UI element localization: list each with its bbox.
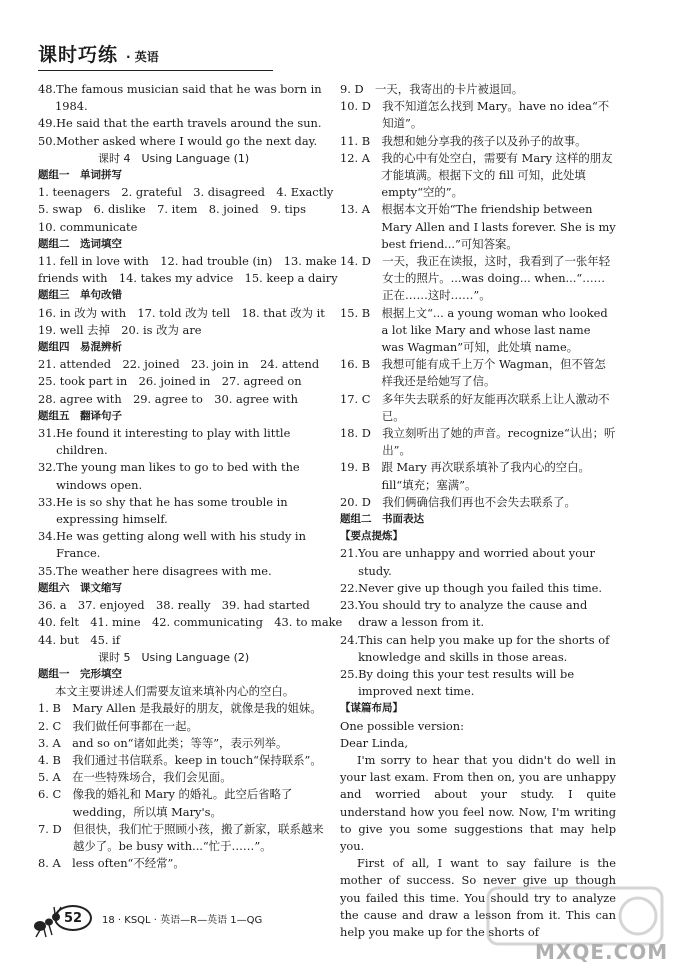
answer-item [38,700,324,717]
item-number: 12. A [340,150,382,165]
text-line: Dear Linda, [340,735,408,750]
lesson-title: 课时 5 Using Language (2) [98,650,250,664]
item-text: 根据本文开始“The friendship between Mary Allen and I lasts forever. She is my best friend...”可知答案。 [381,202,616,251]
answer-item [38,81,324,98]
item-text: 多年失去联系的好友能再次联系上让人激动不已。 [381,391,610,423]
section-tag: 【要点提炼】 [340,530,403,543]
item-text: He said that the earth travels around the sun. [56,116,322,131]
text-line: 40. felt 41. mine 42. communicating 43. to make [38,615,343,630]
page-number: 52 [54,905,92,931]
item-number: 34. [38,529,57,544]
answer-item [38,459,324,493]
item-text: 在一些特殊场合，我们会见面。 [72,770,232,785]
item-text: 我的心中有处空白，需要有 Mary 这样的朋友才能填满。根据下文的 fill 可知，此处填 empty“空的”。 [381,150,613,200]
item-text: You are unhappy and worried about your study. [358,546,595,578]
item-number: 4. B [38,752,73,767]
item-number: 23. [340,598,359,613]
item-number: 2. C [38,718,73,733]
item-text: The weather here disagrees with me. [56,563,272,578]
item-text: 我想和她分享我的孩子以及孙子的故事。 [381,133,587,148]
item-text: less often“不经常”。 [72,856,185,871]
item-text: 我想可能有成千上万个 Wagman，但不管怎样我还是给她写了信。 [381,357,606,389]
watermark-domain: MXQE.COM [535,940,669,964]
item-text: 像我的婚礼和 Mary 的婚礼。此空后省略了 wedding，所以填 Mary's。 [72,787,293,819]
text-line: One possible version: [340,718,464,733]
item-number: 15. B [340,305,382,320]
answer-item [340,545,616,579]
text-line: 21. attended 22. joined 23. join in 24. attend [38,357,320,372]
item-number: 22. [340,580,359,595]
item-number: 10. D [340,99,383,114]
right-column [340,81,616,941]
item-number: 3. A [38,735,73,750]
item-number: 20. D [340,494,383,509]
item-text: 一天，我正在读报，这时，我看到了一张年轻女士的照片。...was doing... when...“……正在……这时……”。 [382,254,611,303]
item-number: 17. C [340,391,382,406]
answer-item [38,821,324,855]
item-text: 但很快，我们忙于照顾小孩，搬了新家，联系越来越少了。be busy with...“忙于……”。 [73,821,324,853]
answer-item [340,133,616,150]
answer-item [340,98,616,132]
item-number: 11. B [340,133,382,148]
text-line: 10. communicate [38,219,138,234]
answer-item [340,494,616,511]
answer-item [38,752,324,769]
answer-item [340,356,616,390]
ant-mascot-icon [30,904,64,938]
item-number: 13. A [340,202,382,217]
section-heading: 题组三 单句改错 [38,289,122,302]
answer-item [38,718,324,735]
item-text: 一天，我寄出的卡片被退回。 [375,82,524,96]
section-heading: 题组二 书面表达 [340,513,424,526]
brand-title: 课时巧练 [38,44,119,66]
answer-item [340,391,616,425]
page-header [38,40,273,71]
text-line: 1. teenagers 2. grateful 3. disagreed 4. Exactly [38,185,334,200]
section-heading: 题组二 选词填空 [38,237,122,250]
item-number: 6. C [38,787,73,802]
item-number: 25. [340,666,359,681]
paragraph: I'm sorry to hear that you didn't do well in your last exam. From then on, you are unhappy and worried about your study. I quite understand how you feel now. Now, I'm writing to give you some suggestions that may help you. [340,752,616,853]
item-text: 我们通过书信联系。keep in touch“保持联系”。 [72,752,322,767]
item-text: This can help you make up for the shorts of knowledge and skills in those areas. [358,632,610,664]
item-text: 我们俩确信我们再也不会失去联系了。 [382,494,576,509]
text-line: 25. took part in 26. joined in 27. agreed on [38,374,302,389]
answer-item [38,133,324,150]
item-number: 16. B [340,357,382,372]
item-text: Mother asked where I would go the next day. [56,133,318,148]
item-text: 跟 Mary 再次联系填补了我内心的空白。fill“填充；塞满”。 [381,460,590,492]
answer-item [38,855,324,872]
item-text: The famous musician said that he was born in [56,82,322,96]
answer-item [340,150,616,202]
item-number: 1. B [38,701,73,716]
answer-item [38,563,324,580]
text-line: 16. in 改为 with 17. told 改为 tell 18. that 改为 it [38,305,325,320]
section-heading: 题组六 课文缩写 [38,581,122,594]
left-column [38,81,343,872]
answer-item [38,786,324,820]
item-number: 8. A [38,856,73,871]
answer-item [340,201,616,253]
paragraph: First of all, I want to say failure is the mother of success. So never give up though you failed this time. You should try to analyze the cause and draw a lesson from it. This can help you make up for the shorts of [340,856,616,939]
text-line: 36. a 37. enjoyed 38. really 39. had started [38,598,310,613]
item-number: 19. B [340,460,382,475]
answer-item [38,494,324,528]
item-number: 35. [38,563,57,578]
section-heading: 题组五 翻译句子 [38,409,122,422]
text-line: 19. well 去掉 20. is 改为 are [38,322,202,337]
page-footer [30,898,330,938]
answer-item [340,305,616,357]
answer-item [38,115,324,132]
item-number: 32. [38,460,57,475]
item-text: You should try to analyze the cause and draw a lesson from it. [358,598,588,630]
lesson-title: 课时 4 Using Language (1) [98,151,250,165]
answer-item [38,735,324,752]
item-text: Never give up though you failed this time. [358,580,603,595]
item-text: By doing this your test results will be improved next time. [358,666,575,699]
answer-item [340,666,616,700]
item-number: 31. [38,426,57,441]
item-text: He was getting along well with his study in France. [56,529,306,561]
item-number: 5. A [38,770,73,785]
item-text: Mary Allen 是我最好的朋友，就像是我的姐妹。 [72,701,322,716]
item-number: 9. D [340,82,376,96]
text-line: 28. agree with 29. agree to 30. agree with [38,391,298,406]
text-line: 44. but 45. if [38,632,120,647]
section-tag: 【谋篇布局】 [340,702,403,715]
item-text: 我立刻听出了她的声音。recognize“认出；听出”。 [382,426,616,458]
item-number: 48. [38,82,57,96]
answer-item [340,459,616,493]
answer-item [340,597,616,631]
item-text: and so on“诸如此类；等等”，表示列举。 [72,735,288,750]
section-heading: 题组一 完形填空 [38,667,122,680]
item-text: 根据上文“... a young woman who looked a lot like Mary and whose last name was Wagman”可知，此处填 name。 [381,305,608,355]
text-line: 5. swap 6. dislike 7. item 8. joined 9. tips [38,202,306,217]
item-number: 33. [38,494,57,509]
answer-item [38,528,324,562]
item-text: He is so shy that he has some trouble in expressing himself. [56,494,288,527]
subject-label: · 英语 [126,50,159,64]
answer-item [38,769,324,786]
answer-item [340,580,616,597]
text-line: 1984. [55,99,88,114]
section-heading: 题组一 单词拼写 [38,169,122,182]
paragraph: 本文主要讲述人们需要友谊来填补内心的空白。 [55,684,295,699]
item-text: The young man likes to go to bed with the windows open. [56,460,300,492]
answer-item [340,253,616,305]
answer-item [340,425,616,459]
book-code: 18 · KSQL · 英语—R—英语 1—QG [102,914,263,926]
item-text: 我不知道怎么找到 Mary。have no idea“不知道”。 [382,99,610,131]
item-number: 18. D [340,426,383,441]
item-number: 7. D [38,821,74,836]
answer-item [340,81,616,98]
item-number: 49. [38,116,57,131]
text-line: 11. fell in love with 12. had trouble (in) 13. make [38,254,337,269]
item-text: He found it interesting to play with little children. [56,426,291,458]
item-number: 24. [340,632,359,647]
text-line: friends with 14. takes my advice 15. keep a dairy [38,271,338,286]
item-number: 14. D [340,254,383,269]
answer-item [340,632,616,666]
item-number: 50. [38,133,57,148]
item-number: 21. [340,546,359,561]
section-heading: 题组四 易混辨析 [38,341,122,354]
item-text: 我们做任何事都在一起。 [72,718,198,733]
answer-item [38,425,324,459]
